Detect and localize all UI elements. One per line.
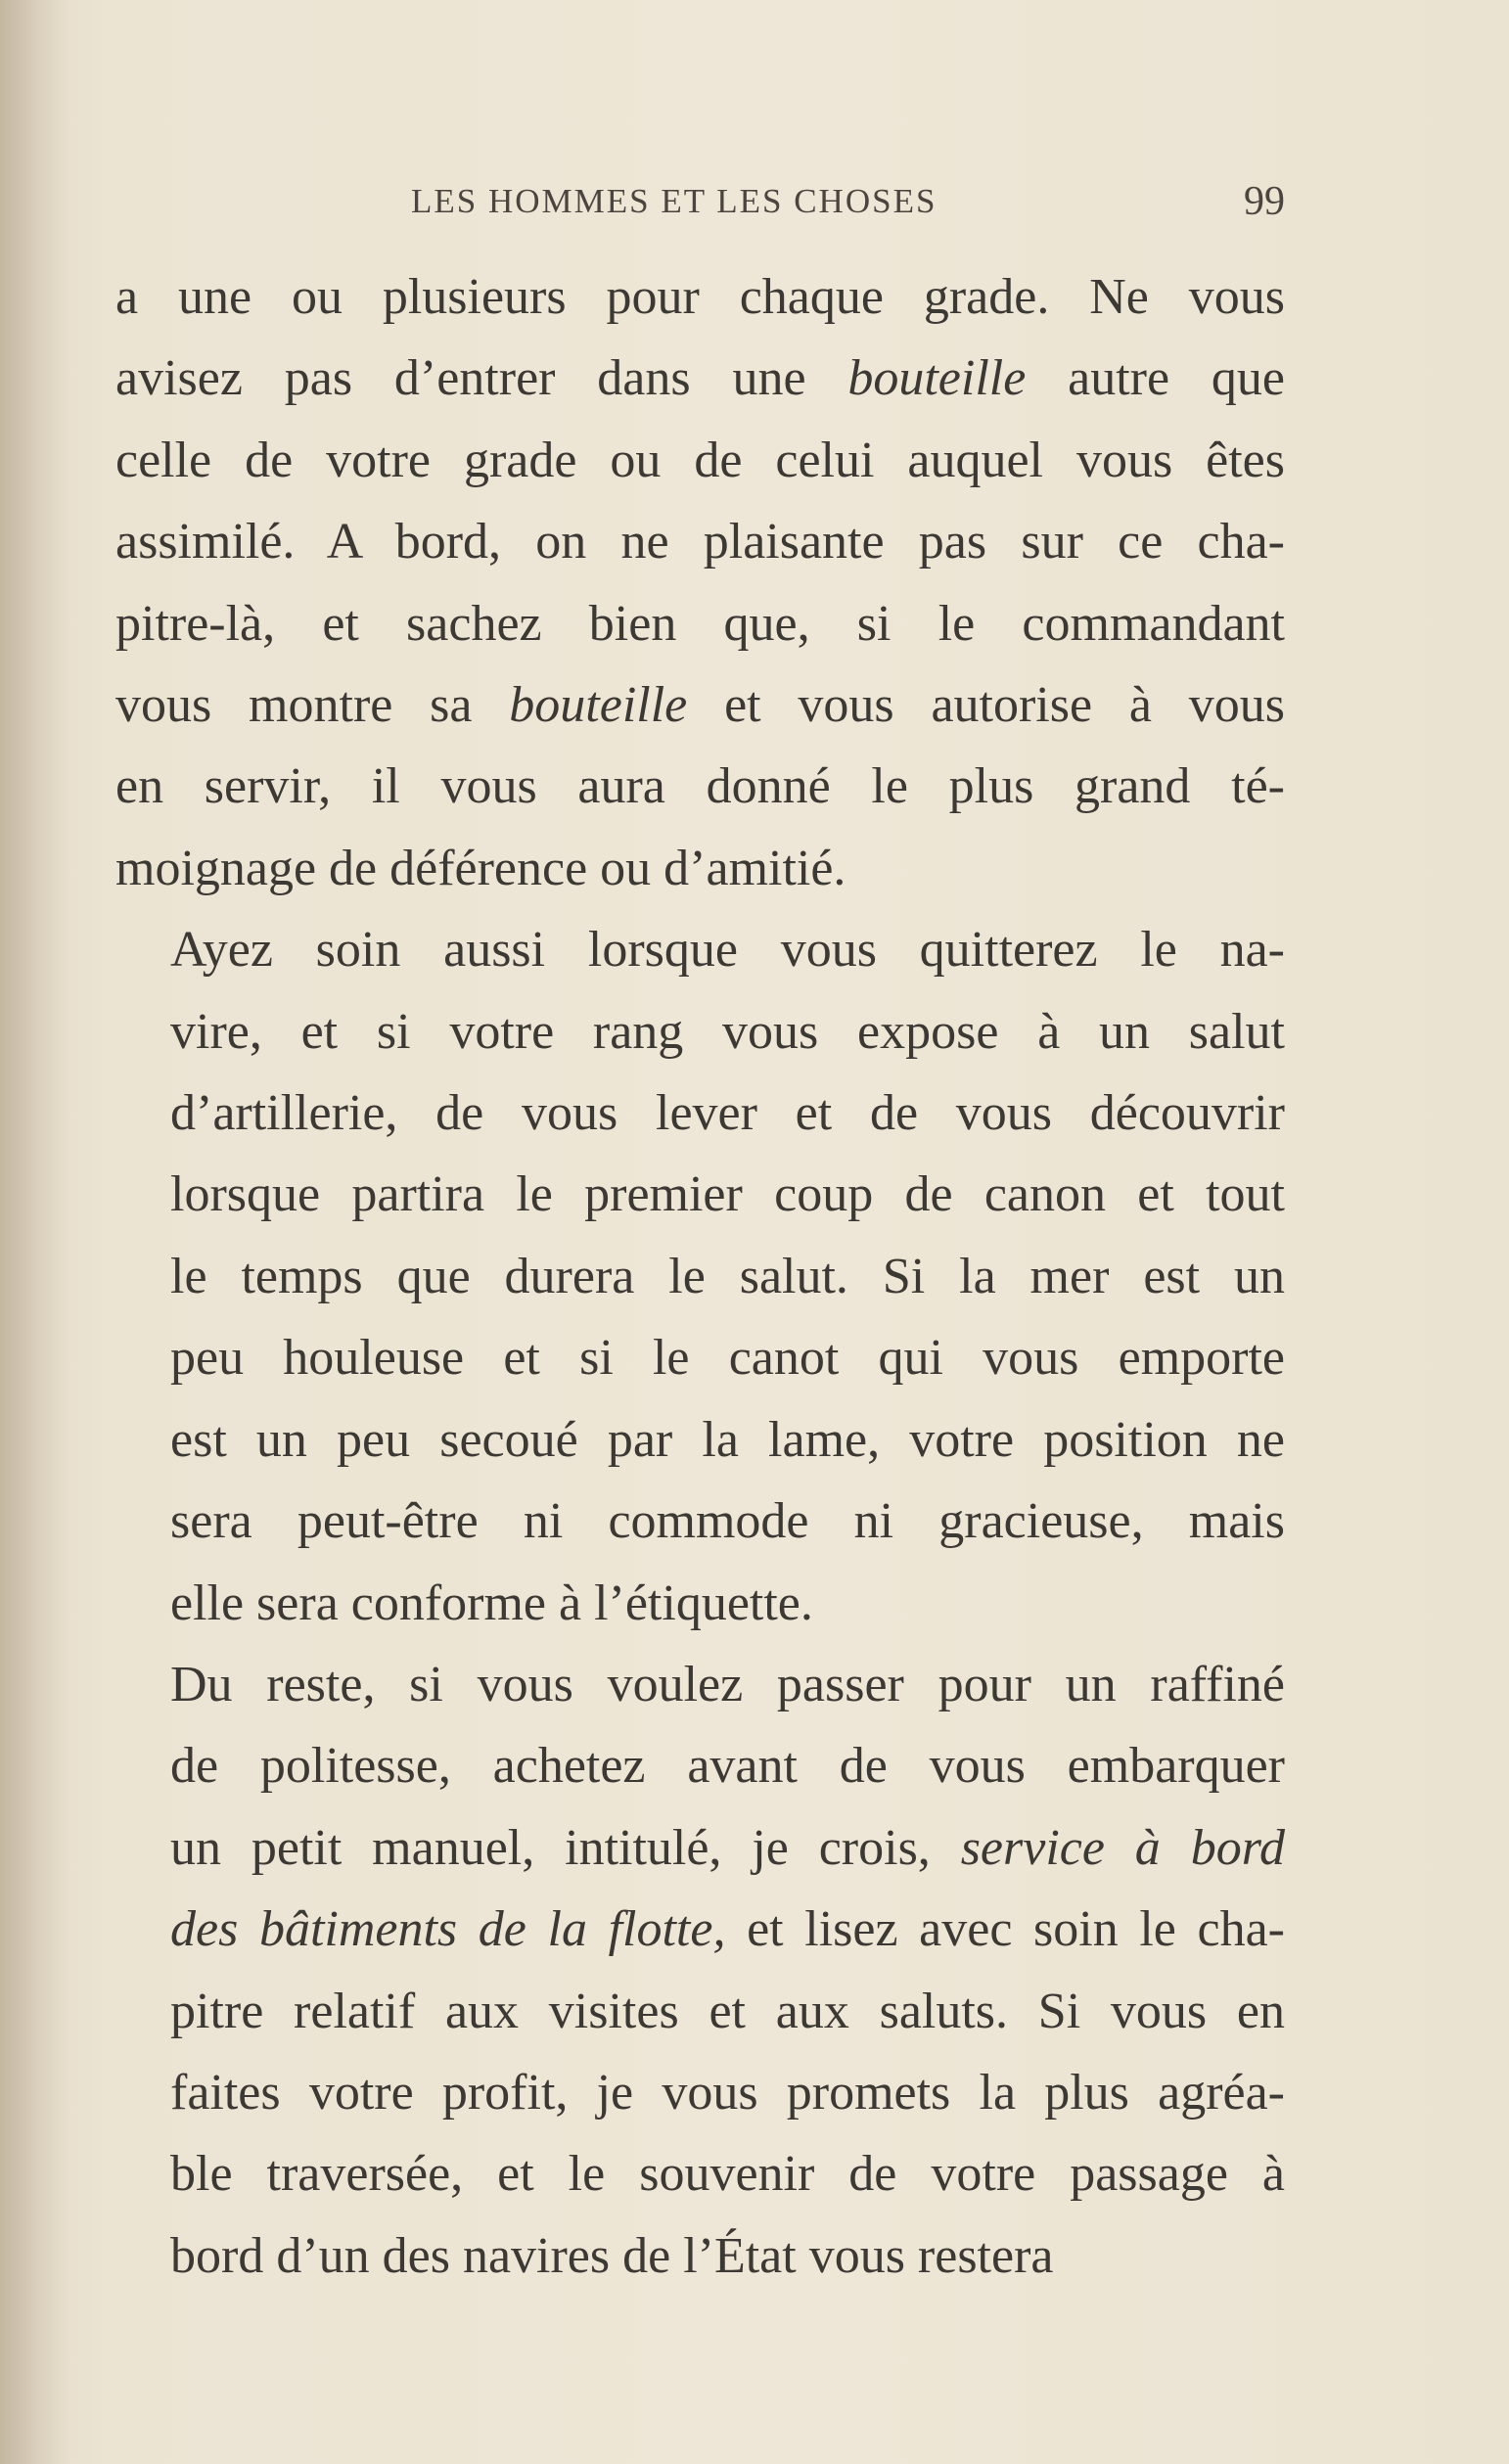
text-segment: vous montre sa [115,677,510,734]
text-segment: elle sera conforme à l’étiquette. [170,1574,813,1631]
text-segment: sera peut-être ni commode ni gracieuse, mais [170,1493,1285,1550]
text-line [115,1725,1285,1806]
body-text [115,256,1285,2297]
text-segment: lorsque partira le premier coup de canon et tout [170,1166,1285,1223]
paragraph-3 [115,1644,1285,2297]
text-line [115,2052,1285,2133]
text-line [115,1644,1285,1725]
text-segment: d’artillerie, de vous lever et de vous découvrir [170,1085,1285,1142]
text-segment: en servir, il vous aura donné le plus grand té- [115,758,1285,815]
italic-text: bouteille [847,350,1027,407]
text-line [115,2215,1285,2297]
text-line [115,338,1285,419]
text-line [115,501,1285,582]
text-segment: avisez pas d’entrer dans une [115,350,848,407]
text-segment: de politesse, achetez avant de vous embarquer [170,1738,1285,1795]
text-line [115,664,1285,746]
text-line [115,256,1285,338]
text-segment: et vous autorise à vous [687,677,1286,734]
text-segment: est un peu secoué par la lame, votre position ne [170,1411,1285,1468]
italic-text: service à bord [960,1819,1285,1876]
text-segment: assimilé. A bord, on ne plaisante pas sur ce cha- [115,514,1285,570]
text-line [115,1563,1285,1644]
paragraph-1 [115,256,1285,909]
text-segment: a une ou plusieurs pour chaque grade. Ne vous [115,269,1285,325]
text-segment: moignage de déférence ou d’amitié. [115,840,846,896]
italic-text: bouteille [509,677,688,734]
text-segment: ble traversée, et le souvenir de votre passage à [170,2146,1285,2203]
running-header [115,179,1285,231]
paragraph-2 [115,909,1285,1644]
text-segment: le temps que durera le salut. Si la mer est un [170,1248,1285,1304]
text-line [115,1807,1285,1889]
text-line [115,1889,1285,1970]
running-title: LES HOMMES ET LES CHOSES [411,182,937,220]
text-segment: pitre relatif aux visites et aux saluts. Si vous en [170,1983,1285,2039]
text-line [115,1317,1285,1398]
text-segment: un petit manuel, intitulé, je crois, [170,1819,961,1876]
text-segment: celle de votre grade ou de celui auquel vous êtes [115,432,1285,488]
gutter-shadow [0,0,69,2464]
text-line [115,420,1285,501]
text-line [115,1481,1285,1562]
text-line [115,583,1285,664]
text-line [115,909,1285,990]
text-segment: et lisez avec soin le cha- [725,1901,1285,1958]
text-line [115,991,1285,1072]
text-line [115,1154,1285,1235]
text-segment: autre que [1026,350,1285,407]
text-line [115,1399,1285,1481]
text-line [115,2133,1285,2214]
italic-text: des bâtiments de la flotte, [170,1901,726,1958]
text-line [115,1072,1285,1154]
text-line [115,1236,1285,1317]
text-segment: vire, et si votre rang vous expose à un salut [170,1003,1285,1060]
text-segment: Ayez soin aussi lorsque vous quitterez le na- [170,922,1285,979]
text-segment: peu houleuse et si le canot qui vous emporte [170,1330,1285,1387]
text-segment: Du reste, si vous voulez passer pour un raffiné [170,1656,1285,1712]
page-number: 99 [1244,179,1285,224]
text-line [115,1971,1285,2052]
text-segment: pitre-là, et sachez bien que, si le commandant [115,595,1285,652]
text-segment: bord d’un des navires de l’État vous restera [170,2227,1054,2284]
text-segment: faites votre profit, je vous promets la plus agréa- [170,2064,1285,2121]
text-line [115,828,1285,909]
text-line [115,746,1285,827]
